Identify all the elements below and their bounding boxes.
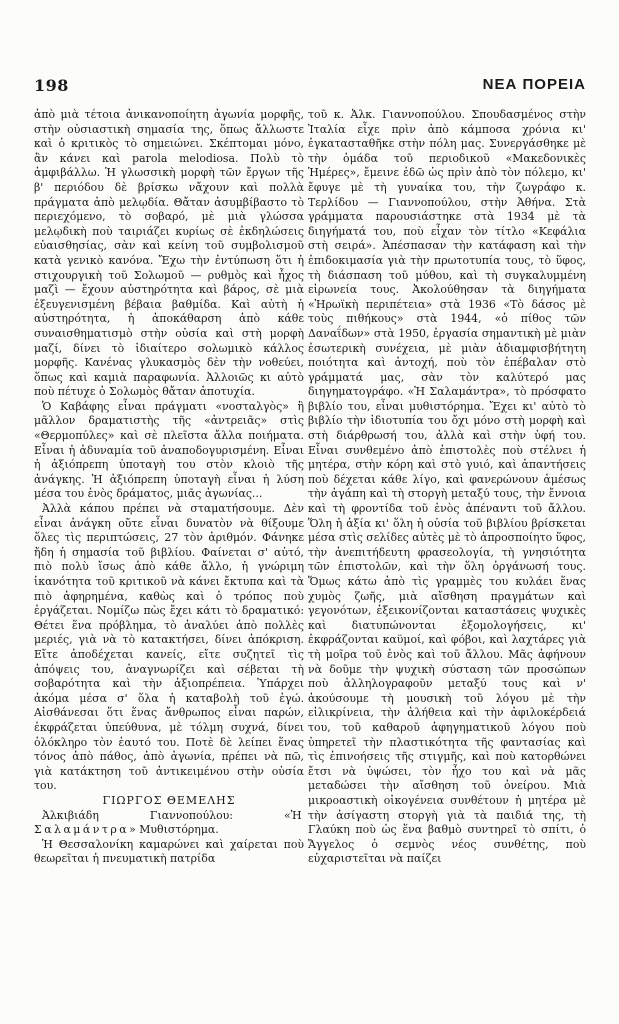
review-book-author: Ἀλκιβιάδη Γιαννοπούλου: « [42, 808, 291, 822]
review-heading [34, 809, 304, 838]
page-number: 198 [34, 76, 69, 95]
paragraph: Ἀλλὰ κάπου πρέπει νὰ σταματήσουμε. Δὲν εἶναι ἀνάγκη οὔτε εἶναι δυνατὸν νὰ θίξουμε ὅλες τὶς περιπτώσεις, 27 τὸν ἀριθμόν. Φάνηκε ἤδη ἡ σημασία τοῦ βιβλίου. Φαίνεται σ' αὐτό, πιὸ πολὺ ἴσως ἀπὸ κάθε ἄλλο, ἡ γνώριμη ἱκανότητα τοῦ κριτικοῦ νὰ κάνει ἔκτυπα καὶ τὰ πιὸ ἀφηρημένα, καθὼς καὶ ὁ τρόπος ποὺ ἐργάζεται. Νομίζω πὼς ἔχει κάτι τὸ δραματικό: Θέτει ἕνα πρόβλημα, τὸ ἀναλύει ἀπὸ πολλὲς μεριές, γιὰ νὰ τὸ κατακτήσει, δίνει ἀπόκριση. Εἴτε ἀποδέχεται κανείς, εἴτε συζητεῖ τὶς ἀπόψεις του, ἀναγνωρίζει καὶ σέβεται τὴ σοβαρότητα καὶ τὴν ἀξιοπρέπεια. Ὑπάρχει ἀκόμα μέσα σ' ὅλα ἡ καταβολὴ τοῦ ἐγώ. Αἰσθάνεσαι ὅτι ἕνας ἄνθρωπος εἶναι παρών, ἐκφράζεται ὑπεύθυνα, μὲ τόλμη συχνά, δίνει ὁλόκληρο τὸν ἑαυτό του. Ποτὲ δὲ λείπει ἕνας τόνος ἀπὸ πάθος, ἀπὸ ἀγωνία, πρέπει νὰ πῶ, γιὰ κατάκτηση τοῦ ἀντικειμένου στὴν οὐσία του. [34, 502, 304, 793]
paragraph: Ἡ Θεσσαλονίκη καμαρώνει καὶ χαίρεται ποὺ θεωρεῖται ἡ πνευματικὴ πατρίδα [34, 837, 304, 866]
article-author: ΓΙΩΡΓΟΣ ΘΕΜΕΛΗΣ [102, 793, 236, 807]
page-header [34, 76, 586, 98]
left-column [34, 108, 304, 867]
journal-title: ΝΕΑ ΠΟΡΕΙΑ [482, 76, 586, 93]
paragraph: Ὁ Καβάφης εἶναι πράγματι «νοσταλγὸς» ἢ μᾶλλον δραματιστὴς τῆς «ἀντρειᾶς» στὶς «Θερμοπύλες» καὶ σὲ πλεῖστα ἄλλα ποιήματα. Εἶναι ἡ ἀδυναμία τοῦ ἀναποδογυρισμένη. Εἶναι ἡ ἀξιόπρεπη ὑποταγὴ του στὸν κλοιὸ τῆς ἀνάγκης. Ἡ ἀξιόπρεπη ὑποταγὴ εἶναι ἡ λύση μέσα του ἑνὸς δράματος, μιᾶς ἀγωνίας... [34, 399, 304, 501]
review-book-title: Ἡ Σαλαμάντρα [34, 808, 304, 837]
right-column [308, 108, 586, 867]
paragraph: ἀπὸ μιὰ τέτοια ἀνικανοποίητη ἀγωνία μορφῆς, στὴν οὐσιαστικὴ σημασία της, ὅπως ἄλλωστε καὶ ὁ κριτικὸς τὸ σημειώνει. Σκέπτομαι μόνο, ἂν κάνει καὶ parola melodiosa. Πολὺ τὸ ἀμφιβάλλω. Ἡ γλωσσικὴ μορφὴ τῶν ἔργων τῆς β' περιόδου δὲ βρίσκω νἄχουν καὶ πολλὰ πράγματα ἀπὸ μελῳδία. Θἄταν ἀσυμβίβαστο τὸ περιεχόμενο, τὸ σοβαρό, μὲ μιὰ γλώσσα μελῳδικὴ ποὺ ταιριάζει κυρίως σὲ ἐκδηλώσεις εὐαισθησίας, σὰν καὶ κείνη τοῦ συμβολισμοῦ κατὰ γενικὸ κανόνα. Ἔχω τὴν ἐντύπωση ὅτι ἡ στιχουργικὴ τοῦ Σολωμοῦ — ρυθμὸς καὶ ἦχος μαζὶ — ἔχουν αὐστηρότητα καὶ βάρος, σὲ μιὰ ἐξευγενισμένη βέβαια βαθμίδα. Καὶ αὐτὴ ἡ αὐστηρότητα, ἡ ἀποκάθαρση ἀπὸ κάθε συναισθηματισμὸ στὴν οὐσία καὶ στὴ μορφὴ μαζί, δίνει τὸ ἰδιαίτερο σολωμικὸ κάλλος μορφῆς. Κανένας γλυκασμὸς δὲν τὴν νοθεύει, ὅπως καὶ καμιὰ παραφωνία. Ἀλλοιῶς κι αὐτὸ ποὺ πέτυχε ὁ Σολωμὸς θἄταν ἀποτυχία. [34, 108, 304, 399]
paragraph: τοῦ κ. Ἀλκ. Γιαννοπούλου. Σπουδασμένος στὴν Ἰταλία εἶχε πρὶν ἀπὸ κάμποσα χρόνια κι' ἐγκατασταθῆκε στὴν πόλη μας. Συνεργάσθηκε μὲ τὴν ὁμάδα τοῦ περιοδικοῦ «Μακεδονικὲς Ἡμέρες», ἔμεινε ἐδῶ ὡς πρὶν ἀπὸ τὸν πόλεμο, κι' ἔφυγε μὲ τὴ γυναίκα του, τὴν ζωγράφο κ. Τερλίδου — Γιαννοπούλου, στὴν Ἀθήνα. Στὰ γράμματα παρουσιάστηκε στὰ 1934 μὲ τὰ διηγήματά του, ποὺ εἶχαν τὸν τίτλο «Κεφάλια στὴ σειρά». Ἀπέσπασαν τὴν κατάφαση καὶ τὴν ἐπιδοκιμασία γιὰ τὴν πρωτοτυπία τους, τὸ ὕφος, τὴ διάσπαση τοῦ μύθου, καὶ τὴ συγκαλυμμένη εἰρωνεία τους. Ἀκολούθησαν τὰ διηγήματα «Ἡρωϊκὴ περιπέτεια» στὰ 1936 «Τὸ δάσος μὲ τοὺς πιθήκους» στὰ 1944, «ὁ πίθος τῶν Δαναΐδων» στὰ 1950, ἐργασία σημαντικὴ μὲ μιὰν ἐσωτερικὴ συνέχεια, μὲ μιὰν ἀδιαμφισβήτητη ποιότητα καὶ ἀντοχή, ποὺ τὸν ἐπέβαλαν στὸ γράμματά μας, σὰν τὸν καλύτερό μας διηγηματογράφο. «Ἡ Σαλαμάντρα», τὸ πρόσφατο βιβλίο του, εἶναι μυθιστόρημα. Ἔχει κι' αὐτὸ τὸ βιβλίο τὴν ἰδιοτυπία του ὄχι μόνο στὴ μορφὴ καὶ στὴ διάρθρωσή του, ἀλλὰ καὶ στὴν ὑφή του. Εἶναι συνθεμένο ἀπὸ ἐπιστολὲς ποὺ στέλνει ἡ μητέρα, στὴν κόρη καὶ στὸ γυιό, καὶ ἀπαντήσεις ποὺ δέχεται κάθε λίγο, καὶ φανερώνουν ἀμέσως τὴν ἀγάπη καὶ τὴ στοργὴ μεταξύ τους, τὴν ἔννοια καὶ τὴ φροντίδα τοῦ ἑνὸς ἀπέναντι τοῦ ἄλλου. Ὅλη ἡ ἀξία κι' ὅλη ἡ οὐσία τοῦ βιβλίου βρίσκεται μέσα στὶς σελίδες αὐτὲς μὲ τὸ ἀπροσποίητο ὕφος, τὴν ἀνεπιτήδευτη φρασεολογία, τὴ γνησιότητα τῶν ἐπιστολῶν, καὶ τὴν ὅλη ὀργάνωσή τους. Ὅμως κάτω ἀπὸ τὶς γραμμὲς του κυλάει ἕνας χυμὸς ζωῆς, μιὰ αἴσθηση πραγμάτων καὶ γεγονότων, ἐξεικονίζονται καταστάσεις ψυχικὲς καὶ διατυπώνονται ἐξομολογήσεις, κι' ἐκφράζονται καϋμοί, καὶ φόβοι, καὶ λαχτάρες γιὰ τὴ μοῖρα τοῦ ἑνὸς καὶ τοῦ ἄλλου. Μᾶς ἀφήνουν νὰ δοῦμε τὴν ψυχικὴ σύσταση τῶν προσώπων ποὺ ἀλληλογραφοῦν μεταξύ τους καὶ ν' ἀκούσουμε τὴ μουσικὴ τοῦ λόγου μὲ τὴν εἰλικρίνεια, τὴν ἀλήθεια καὶ τὴν ἀφιλοκέρδειά του, τοῦ καθαροῦ ἀφηγηματικοῦ λόγου ποὺ ὑπηρετεῖ τὴν πλαστικότητα τῆς φαντασίας καὶ τὶς ἐπινοήσεις τῆς στιγμῆς, καὶ ποὺ κατορθώνει ἔτσι νὰ ὑψώσει, τὸν ἦχο του καὶ νὰ μᾶς μεταδώσει τὴν αἴσθηση τοῦ ὀνείρου. Μιὰ μικροαστικὴ οἰκογένεια συνθέτουν ἡ μητέρα μὲ τὴν ἀσίγαστη στοργὴ γιὰ τὰ παιδιά της, τὴ Γλαύκη ποὺ ὡς ἕνα βαθμὸ συντηρεῖ τὸ σπίτι, ὁ Ἄγγελος ὁ σεμνὸς νέος συνθέτης, ποὺ εὐχαριστεῖται νὰ παίζει [308, 108, 586, 866]
review-book-genre: » Μυθιστόρημα. [129, 823, 219, 837]
